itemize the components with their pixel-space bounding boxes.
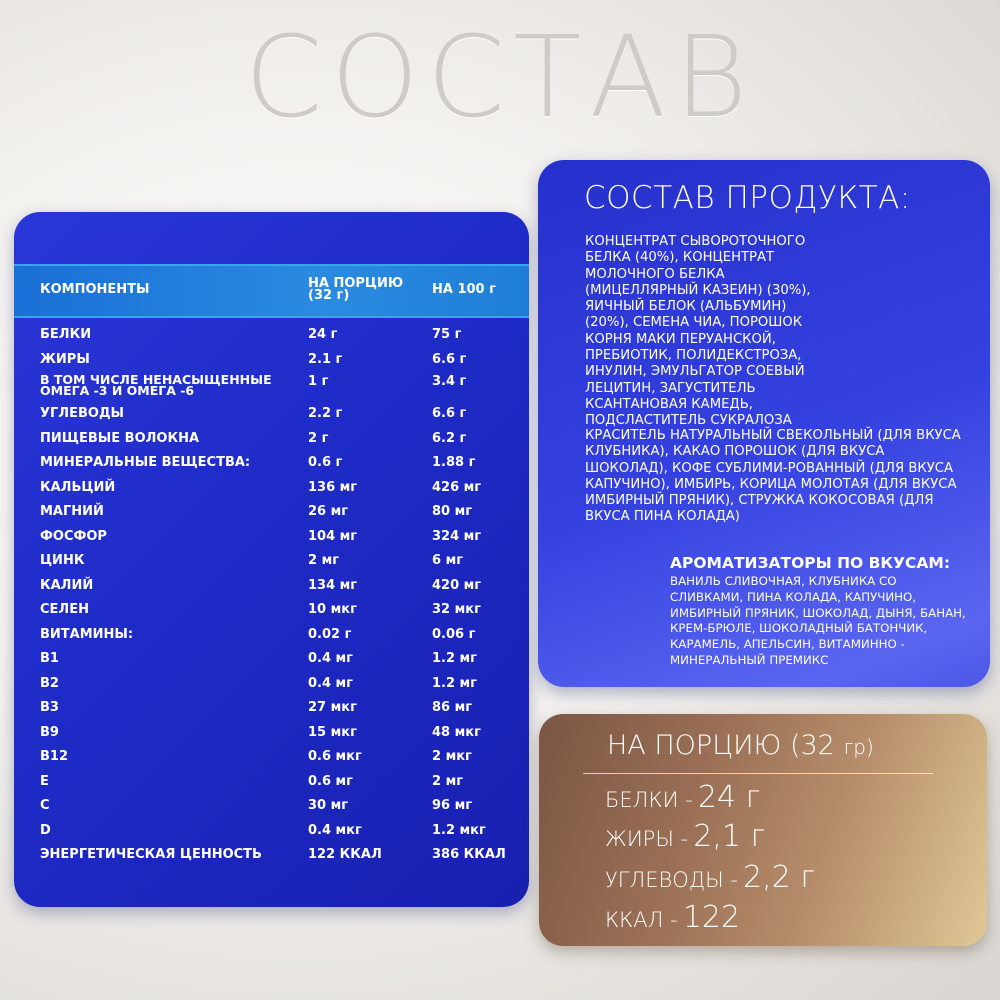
row-per100: 75 г — [432, 327, 462, 342]
ingredients-text: КОНЦЕНТРАТ СЫВОРОТОЧНОГО БЕЛКА (40%), КОНЦЕНТРАТ МОЛОЧНОГО БЕЛКА (МИЦЕЛЛЯРНЫЙ КАЗЕИН) (30%), ЯИЧНЫЙ БЕЛОК (АЛЬБУМИН) (20%), СЕМЕНА ЧИА, ПОРОШОК КОРНЯ МАКИ ПЕРУАНСКОЙ, ПРЕБИОТИК, ПОЛИДЕКСТРОЗА, ИНУЛИН, ЭМУЛЬГАТОР СОЕВЫЙ ЛЕЦИТИН, ЗАГУСТИТЕЛЬ КСАНТАНОВАЯ КАМЕДЬ, ПОДСЛАСТИТЕЛЬ СУКРАЛОЗА — [585, 234, 811, 429]
row-serving: 0.02 г — [308, 626, 352, 642]
row-serving: 26 мг — [308, 504, 349, 519]
row-name: УГЛЕВОДЫ — [40, 406, 124, 421]
table-row — [14, 428, 529, 453]
row-serving: 2 мг — [308, 553, 339, 568]
row-per100: 80 мг — [432, 504, 473, 519]
row-name: МАГНИЙ — [40, 504, 104, 519]
page-title: СОСТАВ — [244, 13, 756, 143]
table-row — [14, 844, 529, 869]
row-serving: 10 мкг — [308, 602, 357, 617]
serving-fat — [605, 819, 765, 854]
row-per100: 32 мкг — [432, 602, 481, 617]
row-name: СЕЛЕН — [40, 602, 89, 617]
table-row — [14, 477, 529, 502]
row-per100: 2 мг — [432, 773, 463, 789]
row-per100: 324 мг — [432, 528, 482, 544]
row-name: D — [40, 822, 51, 838]
row-serving: 104 мг — [308, 528, 358, 544]
serving-fat-value: 2,1 г — [693, 819, 766, 854]
row-serving: 134 мг — [308, 577, 358, 593]
row-per100: 1.88 г — [432, 455, 476, 470]
row-name: Е — [40, 773, 49, 789]
row-name: В12 — [40, 749, 68, 764]
table-row — [14, 403, 529, 428]
nutrition-table — [14, 212, 529, 907]
table-header — [14, 264, 529, 318]
row-serving: 136 мг — [308, 479, 358, 495]
flavors-title: АРОМАТИЗАТОРЫ ПО ВКУСАМ: — [670, 554, 951, 572]
table-row — [14, 501, 529, 526]
table-row — [14, 575, 529, 600]
row-name: В2 — [40, 675, 59, 691]
row-per100: 1.2 мкг — [432, 822, 486, 838]
serving-title — [607, 730, 874, 761]
row-per100: 1.2 мг — [432, 651, 477, 666]
table-row — [14, 349, 529, 374]
table-row — [14, 746, 529, 771]
serving-card — [539, 714, 987, 946]
table-row — [14, 648, 529, 673]
serving-carbs — [605, 860, 815, 895]
serving-title-value: (32 — [789, 730, 835, 761]
row-serving: 30 мг — [308, 798, 349, 813]
composition-card — [538, 160, 990, 687]
row-serving: 1 г — [308, 374, 329, 389]
row-per100: 2 мкг — [432, 749, 472, 764]
row-per100: 48 мкг — [432, 724, 481, 740]
row-name: В3 — [40, 700, 59, 715]
row-name: В1 — [40, 651, 59, 666]
row-per100: 3.4 г — [432, 374, 467, 389]
flavors-text: ВАНИЛЬ СЛИВОЧНАЯ, КЛУБНИКА СО СЛИВКАМИ, ПИНА КОЛАДА, КАПУЧИНО, ИМБИРНЫЙ ПРЯНИК, ШОКОЛАД, ДЫНЯ, БАНАН, КРЕМ-БРЮЛЕ, ШОКОЛАДНЫЙ БАТОНЧИК, КАРАМЕЛЬ, АПЕЛЬСИН, ВИТАМИННО - МИНЕРАЛЬНЫЙ ПРЕМИКС — [670, 574, 966, 667]
row-serving: 122 ККАЛ — [308, 847, 382, 862]
row-name: КАЛИЙ — [40, 577, 94, 593]
row-name: ВИТАМИНЫ: — [40, 626, 134, 642]
row-serving: 0.6 мкг — [308, 749, 362, 764]
row-serving: 0.4 мг — [308, 675, 353, 691]
row-per100: 96 мг — [432, 798, 473, 813]
row-per100: 6.2 г — [432, 430, 467, 446]
row-serving: 15 мкг — [308, 724, 357, 740]
row-serving: 2.1 г — [308, 351, 343, 367]
row-name: С — [40, 798, 50, 813]
row-per100: 426 мг — [432, 479, 482, 495]
table-row — [14, 820, 529, 845]
row-name: ЭНЕРГЕТИЧЕСКАЯ ЦЕННОСТЬ — [40, 847, 262, 862]
row-name: МИНЕРАЛЬНЫЕ ВЕЩЕСТВА: — [40, 455, 251, 470]
table-row — [14, 373, 529, 403]
table-row — [14, 771, 529, 796]
row-serving: 0.6 мг — [308, 773, 353, 789]
row-name: БЕЛКИ — [40, 327, 92, 342]
row-serving: 2 г — [308, 430, 329, 446]
row-per100: 0.06 г — [432, 626, 476, 642]
serving-title-unit: гр) — [843, 735, 874, 759]
table-row — [14, 795, 529, 820]
serving-protein — [605, 780, 760, 815]
serving-kcal-value: 122 — [682, 900, 741, 935]
table-row — [14, 624, 529, 649]
row-serving: 0.6 г — [308, 455, 343, 470]
table-row — [14, 722, 529, 747]
row-per100: 6.6 г — [432, 406, 467, 421]
table-row — [14, 697, 529, 722]
row-serving: 27 мкг — [308, 700, 357, 715]
serving-carbs-value: 2,2 г — [743, 860, 815, 895]
row-name: ФОСФОР — [40, 528, 107, 544]
row-name: ЦИНК — [40, 553, 85, 568]
row-per100: 6 мг — [432, 553, 463, 568]
row-per100: 420 мг — [432, 577, 482, 593]
row-per100: 86 мг — [432, 700, 473, 715]
row-name: ПИЩЕВЫЕ ВОЛОКНА — [40, 430, 200, 446]
serving-carbs-label: УГЛЕВОДЫ - — [605, 868, 738, 892]
row-name: КАЛЬЦИЙ — [40, 479, 116, 495]
row-serving: 24 г — [308, 327, 338, 342]
header-per-serving: НА ПОРЦИЮ (32 г) — [308, 276, 404, 303]
row-name: В ТОМ ЧИСЛЕ НЕНАСЫЩЕННЫЕ ОМЕГА -3 И ОМЕГА -6 — [40, 372, 272, 398]
table-row — [14, 673, 529, 698]
table-row — [14, 599, 529, 624]
serving-kcal-label: ККАЛ - — [605, 908, 678, 932]
row-name: В9 — [40, 724, 59, 740]
table-row — [14, 324, 529, 349]
table-row — [14, 550, 529, 575]
header-component: КОМПОНЕНТЫ — [40, 282, 150, 297]
serving-kcal — [605, 900, 740, 935]
row-serving: 0.4 мг — [308, 651, 353, 666]
table-body — [14, 324, 529, 869]
serving-protein-value: 24 г — [697, 780, 761, 815]
colorants-text: КРАСИТЕЛЬ НАТУРАЛЬНЫЙ СВЕКОЛЬНЫЙ (ДЛЯ ВКУСА КЛУБНИКА), КАКАО ПОРОШОК (ДЛЯ ВКУСА ШОКОЛАД), КОФЕ СУБЛИМИ-РОВАННЫЙ (ДЛЯ ВКУСА КАПУЧИНО), ИМБИРЬ, КОРИЦА МОЛОТАЯ (ДЛЯ ВКУСА ИМБИРНЫЙ ПРЯНИК), СТРУЖКА КОКОСОВАЯ (ДЛЯ ВКУСА ПИНА КОЛАДА) — [585, 428, 961, 525]
serving-protein-label: БЕЛКИ - — [605, 788, 693, 812]
header-per-100: НА 100 г — [432, 282, 496, 297]
serving-divider — [583, 773, 933, 774]
row-name: ЖИРЫ — [40, 351, 90, 367]
serving-fat-label: ЖИРЫ - — [605, 827, 689, 851]
row-serving: 0.4 мкг — [308, 822, 362, 838]
row-per100: 386 ККАЛ — [432, 847, 506, 862]
table-row — [14, 526, 529, 551]
table-row — [14, 452, 529, 477]
serving-title-main: НА ПОРЦИЮ — [607, 730, 782, 761]
row-per100: 6.6 г — [432, 351, 467, 367]
row-serving: 2.2 г — [308, 406, 343, 421]
row-per100: 1.2 мг — [432, 675, 477, 691]
composition-title: СОСТАВ ПРОДУКТА: — [584, 180, 911, 216]
